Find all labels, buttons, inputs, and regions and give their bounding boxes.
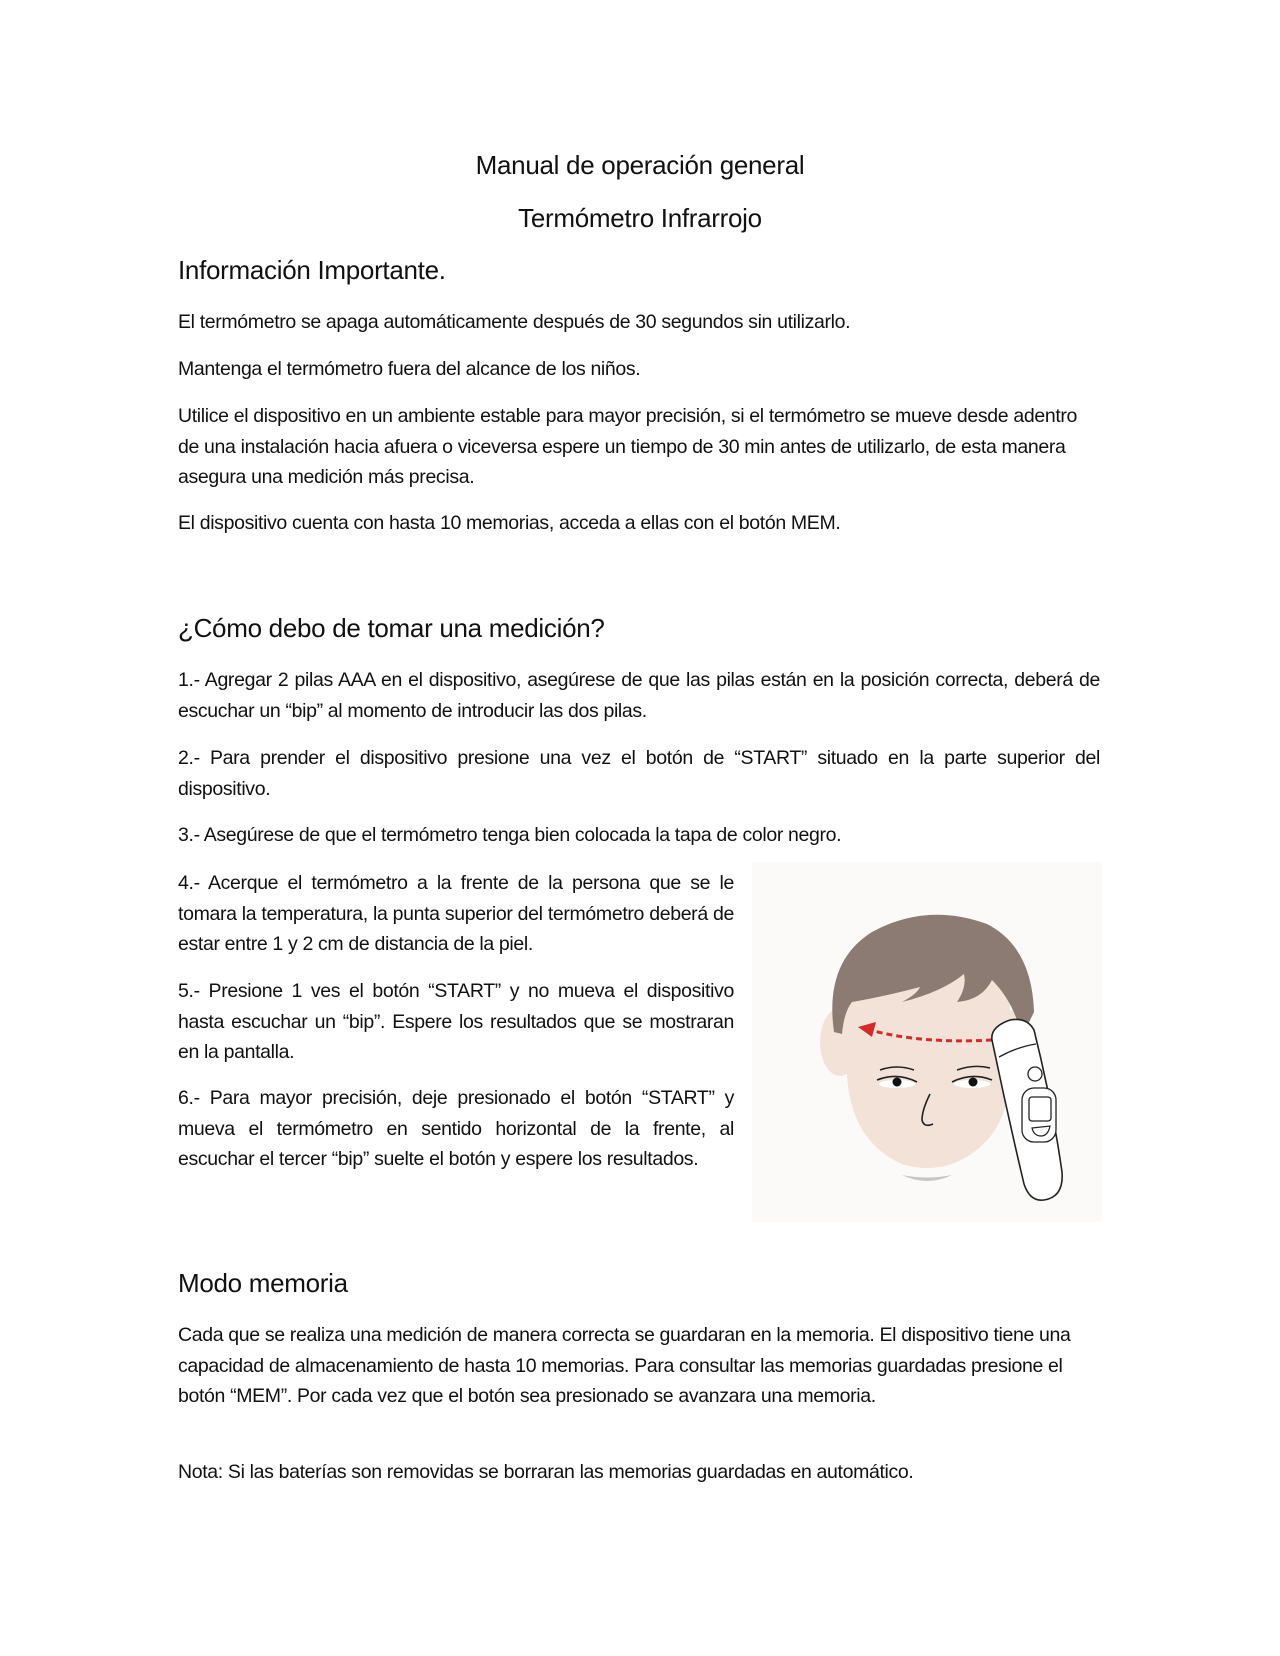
step-5: 5.- Presione 1 ves el botón “START” y no mueva el dispositivo hasta escuchar un “bip”. Espere los resultados que se mostraran en la pantalla. (178, 980, 734, 1063)
paragraph-auto-off: El termómetro se apaga automáticamente después de 30 segundos sin utilizarlo. (178, 311, 851, 333)
section-heading-measurement: ¿Cómo debo de tomar una medición? (178, 613, 605, 643)
start-button-icon (1028, 1067, 1042, 1081)
section-heading-important-info: Información Importante. (178, 255, 446, 285)
right-pupil (969, 1078, 978, 1087)
left-pupil (893, 1078, 902, 1087)
paragraph-memories: El dispositivo cuenta con hasta 10 memorias, acceda a ellas con el botón MEM. (178, 512, 841, 534)
step-6: 6.- Para mayor precisión, deje presionado el botón “START” y mueva el termómetro en sentido horizontal de la frente, al escuchar el tercer “bip” suelte el botón y espere los resultados. (178, 1087, 734, 1170)
thermometer-screen (1029, 1097, 1051, 1121)
paragraph-memory-note: Nota: Si las baterías son removidas se borraran las memorias guardadas en automático. (178, 1461, 914, 1483)
thermometer-usage-illustration (752, 862, 1102, 1222)
step-2: 2.- Para prender el dispositivo presione una vez el botón de “START” situado en la parte superior del dispositivo. (178, 747, 1100, 800)
paragraph-children-warning: Mantenga el termómetro fuera del alcance de los niños. (178, 358, 641, 380)
step-4: 4.- Acerque el termómetro a la frente de la persona que se le tomara la temperatura, la punta superior del termómetro deberá de estar entre 1 y 2 cm de distancia de la piel. (178, 872, 734, 955)
section-heading-memory-mode: Modo memoria (178, 1268, 348, 1298)
document-subtitle: Termómetro Infrarrojo (518, 203, 762, 233)
paragraph-stable-environment: Utilice el dispositivo en un ambiente estable para mayor precisión, si el termómetro se mueve desde adentro de una instalación hacia afuera o viceversa espere un tiempo de 30 min antes de utilizarlo, de esta manera asegura una medición más precisa. (178, 405, 1078, 488)
step-1: 1.- Agregar 2 pilas AAA en el dispositivo, asegúrese de que las pilas están en la posición correcta, deberá de escuchar un “bip” al momento de introducir las dos pilas. (178, 669, 1100, 722)
document-title: Manual de operación general (475, 150, 805, 180)
step-3: 3.- Asegúrese de que el termómetro tenga bien colocada la tapa de color negro. (178, 824, 842, 846)
paragraph-memory-description: Cada que se realiza una medición de manera correcta se guardaran en la memoria. El dispositivo tiene una capacidad de almacenamiento de hasta 10 memorias. Para consultar las memorias guardadas presione el botón “MEM”. Por cada vez que el botón sea presionado se avanzara una memoria. (178, 1324, 1071, 1407)
